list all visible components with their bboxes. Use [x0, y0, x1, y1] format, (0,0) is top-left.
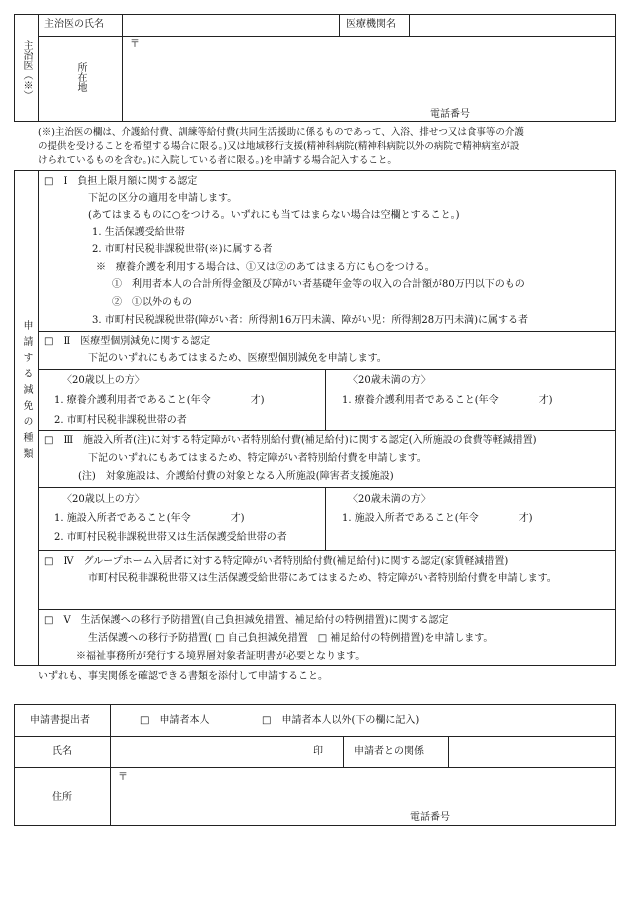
doctor-name-field[interactable] — [124, 16, 337, 34]
attach-note: いずれも、事実関係を確認できる書類を添付して申請すること。 — [38, 671, 328, 682]
doctor-inst-divider-2 — [409, 14, 410, 36]
applicant-phone-label: 電話番号 — [410, 812, 450, 823]
institution-label: 医療機関名 — [346, 19, 396, 30]
reduction-side-divider — [38, 170, 39, 666]
sec2-left-item-2[interactable]: 2. 市町村民税非課税世帯の者 — [54, 415, 187, 426]
sec2-sub-top — [38, 369, 616, 370]
applicant-name-label: 氏名 — [52, 746, 72, 757]
relation-divider-2 — [448, 736, 449, 767]
doctor-section-label: 主治医（※） — [21, 40, 32, 100]
sec5-desc[interactable]: 生活保護への移行予防措置( □ 自己負担減免措置 □ 補足給付の特例措置)を申請します。 — [88, 633, 494, 644]
sec1-line-3[interactable]: 1. 生活保護受給世帯 — [92, 227, 185, 238]
reduction-side-label: 申請する減免の種類 — [21, 320, 32, 464]
sec4-title[interactable]: □ Ⅳ グループホーム入居者に対する特定障がい者特別給付費(補足給付)に関する認定(家賃軽減措置) — [44, 556, 509, 567]
doctor-name-label: 主治医の氏名 — [44, 19, 104, 30]
sec3-desc: 下記のいずれにもあてはまるため、特定障がい者特別給付費を申請します。 — [88, 453, 427, 464]
applicant-label-divider — [110, 704, 111, 826]
applicant-row-2 — [14, 767, 616, 768]
sec3-sub-top — [38, 487, 616, 488]
submitter-option-other[interactable]: □ 申請者本人以外(下の欄に記入) — [262, 715, 420, 726]
submitter-option-self[interactable]: □ 申請者本人 — [140, 715, 210, 726]
sec2-desc: 下記のいずれにもあてはまるため、医療型個別減免を申請します。 — [88, 353, 387, 364]
sec2-title[interactable]: □ Ⅱ 医療型個別減免に関する認定 — [44, 336, 211, 347]
sec1-line-2: (あてはまるものに○をつける。いずれにも当てはまらない場合は空欄とすること。) — [88, 210, 460, 221]
sec3-left-item-1[interactable]: 1. 施設入所者であること(年令 才) — [54, 513, 245, 524]
submitter-label: 申請書提出者 — [30, 715, 90, 726]
seal-mark: 印 — [313, 746, 323, 757]
doctor-note-line-1: (※)主治医の欄は、介護給付費、訓練等給付費(共同生活援助に係るものであって、入浴、排せつ又は食事等の介護 — [38, 127, 524, 138]
doctor-note-line-3: けられているものを含む。)に入院している者に限る。)を申請する場合記入すること。 — [38, 155, 397, 166]
sec2-left-item-1[interactable]: 1. 療養介護利用者であること(年令 才) — [54, 395, 265, 406]
sec2-right-head: 〈20歳未満の方〉 — [348, 375, 431, 386]
sec2-right-item-1[interactable]: 1. 療養介護利用者であること(年令 才) — [342, 395, 553, 406]
sec4-divider — [38, 609, 616, 610]
applicant-name-field[interactable] — [112, 738, 341, 765]
doctor-label-divider — [122, 14, 123, 122]
institution-field[interactable] — [411, 16, 614, 34]
sec3-title[interactable]: □ Ⅲ 施設入所者(注)に対する特定障がい者特別給付費(補足給付)に関する認定(入所施設の食費等軽減措置) — [44, 435, 537, 446]
doctor-phone-label: 電話番号 — [430, 109, 470, 120]
doctor-postal-mark: 〒 — [130, 39, 140, 50]
applicant-address-label: 住所 — [52, 792, 72, 803]
sec5-title[interactable]: □ Ⅴ 生活保護への移行予防措置(自己負担減免措置、補足給付の特例措置)に関する認定 — [44, 615, 449, 626]
sec3-divider — [38, 550, 616, 551]
sec1-line-4[interactable]: 2. 市町村民税非課税世帯(※)に属する者 — [92, 244, 273, 255]
doctor-side-divider — [38, 14, 39, 122]
sec3-left-item-2[interactable]: 2. 市町村民税非課税世帯又は生活保護受給世帯の者 — [54, 532, 287, 543]
sec3-left-head: 〈20歳以上の方〉 — [62, 494, 145, 505]
sec1-line-7[interactable]: ② ①以外のもの — [112, 297, 192, 308]
sec4-desc: 市町村民税非課税世帯又は生活保護受給世帯にあてはまるため、特定障がい者特別給付費を申請します。 — [88, 573, 557, 584]
applicant-address-field[interactable] — [112, 769, 614, 824]
sec1-line-5: ※ 療養介護を利用する場合は、①又は②のあてはまる方にも○をつける。 — [96, 262, 435, 273]
sec2-sub-divider — [325, 369, 326, 430]
doctor-address-label: 所在地 — [75, 62, 86, 92]
relation-divider-1 — [343, 736, 344, 767]
doctor-note-line-2: の提供を受けることを希望する場合に限る。)又は地域移行支援(精神科病院(精神科病院以外の病院で精神病室が設 — [38, 141, 520, 152]
sec3-sub-divider — [325, 487, 326, 550]
sec1-divider — [38, 331, 616, 332]
sec3-note: (注) 対象施設は、介護給付費の対象となる入所施設(障害者支援施設) — [78, 471, 394, 482]
doctor-inst-divider-1 — [339, 14, 340, 36]
sec5-note: ※福祉事務所が発行する境界層対象者証明書が必要となります。 — [76, 651, 366, 662]
doctor-address-field[interactable] — [124, 38, 614, 120]
sec2-left-head: 〈20歳以上の方〉 — [62, 375, 145, 386]
sec1-title[interactable]: □ Ⅰ 負担上限月額に関する認定 — [44, 176, 198, 187]
sec3-right-item-1[interactable]: 1. 施設入所者であること(年令 才) — [342, 513, 533, 524]
sec1-line-1: 下記の区分の適用を申請します。 — [88, 193, 238, 204]
sec1-line-8[interactable]: 3. 市町村民税課税世帯(障がい者：所得割16万円未満、障がい児：所得割28万円未満)に属する者 — [92, 315, 528, 326]
sec1-line-6[interactable]: ① 利用者本人の合計所得金額及び障がい者基礎年金等の収入の合計額が80万円以下のもの — [112, 279, 525, 290]
applicant-postal-mark: 〒 — [118, 772, 128, 783]
applicant-row-1 — [14, 736, 616, 737]
doctor-row-divider — [38, 36, 616, 37]
sec2-divider — [38, 430, 616, 431]
relation-label: 申請者との関係 — [354, 746, 424, 757]
sec3-right-head: 〈20歳未満の方〉 — [348, 494, 431, 505]
relation-field[interactable] — [450, 738, 614, 765]
